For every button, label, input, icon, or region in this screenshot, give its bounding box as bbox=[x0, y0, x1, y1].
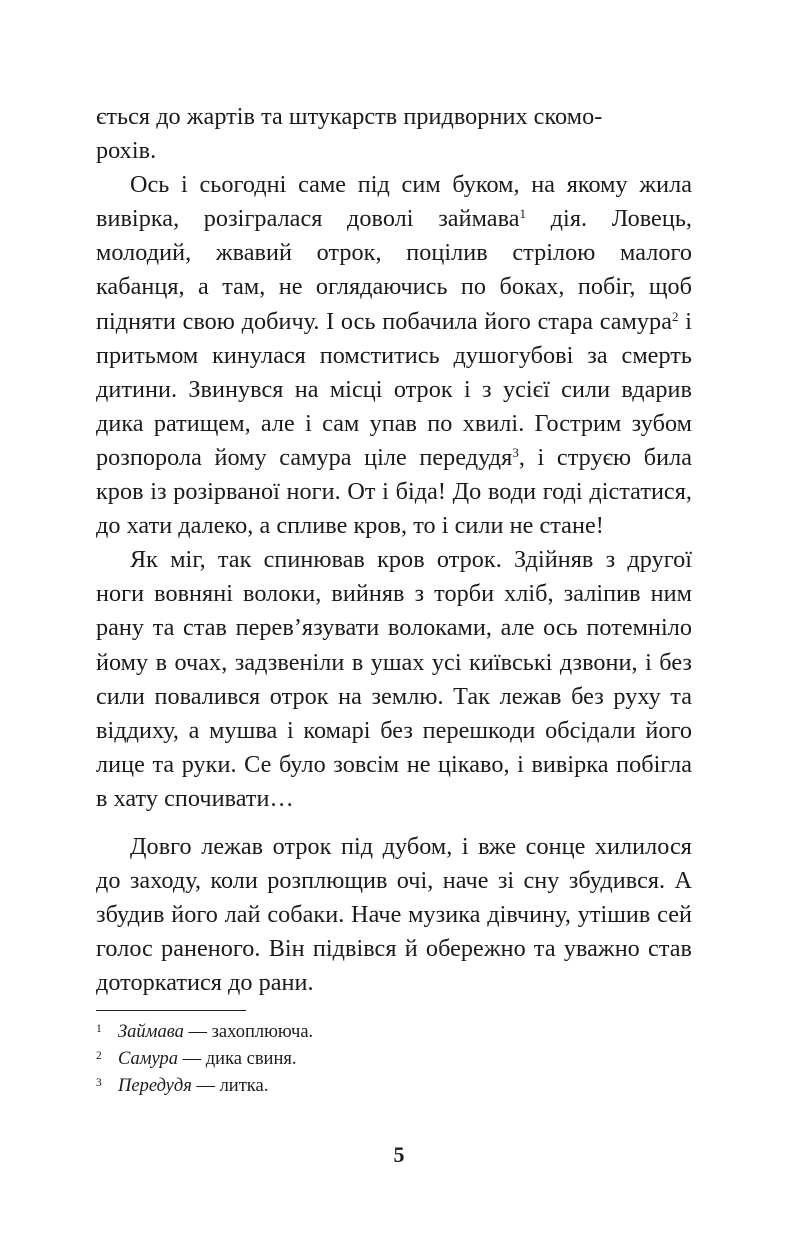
footnote-term: Передудя bbox=[118, 1076, 192, 1097]
footnotes bbox=[96, 1019, 692, 1100]
paragraph-2-part-a: Ось і сьогодні саме під сим буком, на якому жила вивірка, розігралася доволі займава bbox=[96, 171, 692, 233]
footnote-1 bbox=[96, 1019, 692, 1046]
footnote-term: Самура bbox=[118, 1049, 178, 1070]
paragraph-1-line-2: рохів. bbox=[96, 137, 157, 165]
footnote-number: 2 bbox=[96, 1050, 102, 1063]
paragraph-1 bbox=[96, 100, 692, 168]
footnote-definition: — литка. bbox=[191, 1076, 269, 1097]
page-content bbox=[96, 100, 692, 1100]
paragraph-2-part-b: дія. Ловець, молодий, жвавий отрок, поцілив стрілою малого кабанця, а там, не оглядаючись по боках, побіг, щоб підняти свою добичу. І ось побачила його стара самура bbox=[96, 205, 692, 335]
footnote-definition: — дика свиня. bbox=[178, 1049, 297, 1070]
footnote-3 bbox=[96, 1073, 692, 1100]
footnote-term: Займава bbox=[118, 1022, 184, 1043]
footnote-divider bbox=[96, 1010, 246, 1011]
footnote-ref-3: 3 bbox=[512, 445, 519, 461]
paragraph-2-part-d: , і струєю била кров із розірваної ноги. От і біда! До води годі дістатися, до хати далеко, а спливе кров, то і сили не стане! bbox=[96, 443, 692, 540]
paragraph-2-part-c: і притьмом кинулася помститись душогубові за смерть дитини. Звинувся на місці отрок і з усієї сили вдарив дика ратищем, але і сам упав по хвилі. Гострим зубом розпорола йому самура ціле передудя bbox=[96, 307, 693, 471]
footnote-ref-1: 1 bbox=[519, 206, 527, 222]
page-number: 5 bbox=[393, 1142, 405, 1167]
footnote-definition: — захоплююча. bbox=[183, 1022, 314, 1043]
footnote-2 bbox=[96, 1046, 692, 1073]
paragraph-3: Як міг, так спинював кров отрок. Здійняв з другої ноги вовняні волоки, вийняв з торби хліб, заліпив ним рану та став перев’язувати волоками, але ось потемніло йому в очах, задзвеніли в ушах усі київські дзвони, і без сили повалився отрок на землю. Так лежав без руху та віддиху, а мушва і комарі без перешкоди обсідали його лице та руки. Се було зовсім не цікаво, і вивірка побігла в хату спочивати… bbox=[96, 546, 692, 812]
footnote-number: 1 bbox=[96, 1023, 102, 1036]
footnote-number: 3 bbox=[96, 1077, 102, 1090]
body-text bbox=[96, 100, 692, 1000]
paragraph-2 bbox=[96, 168, 692, 543]
paragraph-4: Довго лежав отрок під дубом, і вже сонце хилилося до заходу, коли розплющив очі, наче зі сну збудився. А збудив його лай собаки. Наче музика дівчину, утішив сей голос раненого. Він підвівся й обережно та уважно став доторкатися до рани. bbox=[96, 832, 692, 997]
paragraph-1-line-1: ється до жартів та штукарств придворних скомо- bbox=[96, 103, 603, 130]
footnote-ref-2: 2 bbox=[672, 308, 679, 324]
